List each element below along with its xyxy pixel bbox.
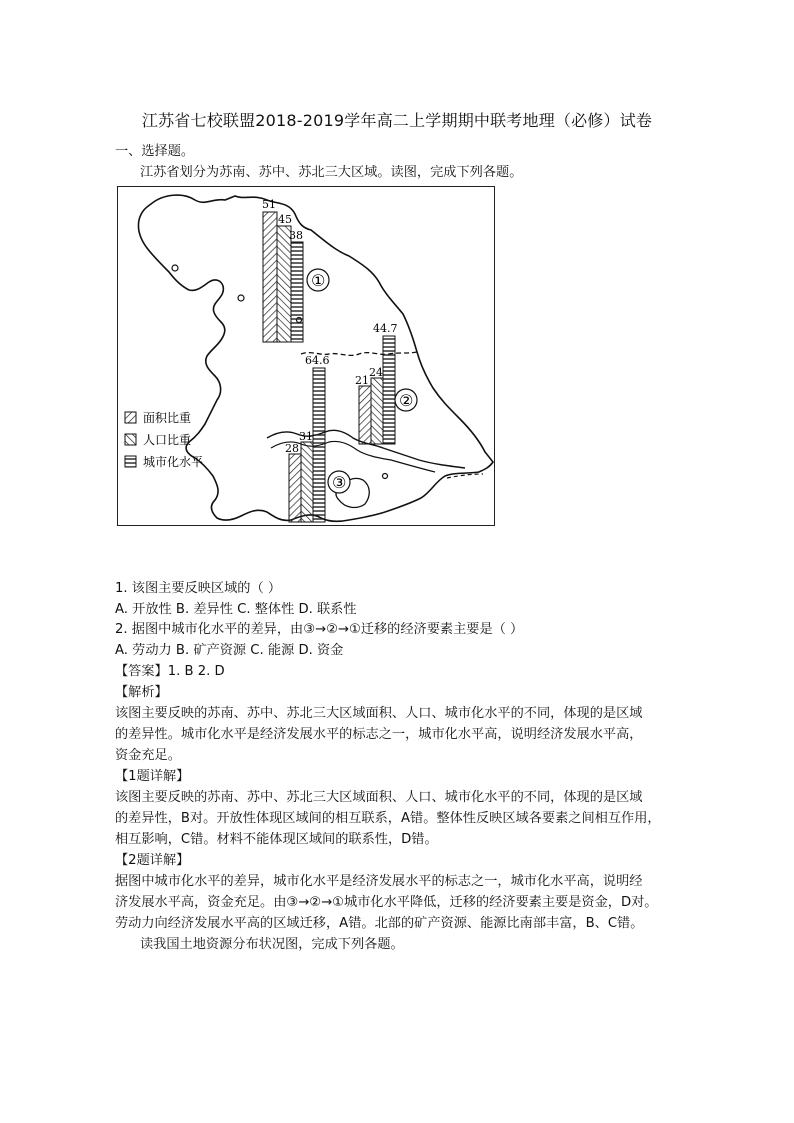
section-heading: 一、选择题。 <box>115 144 195 159</box>
label-r1-area: 51 <box>262 198 276 211</box>
answer-line: 【答案】1. B 2. D <box>115 664 225 679</box>
bar-r3-pop <box>301 442 313 522</box>
label-r3-urban: 64.6 <box>305 354 330 367</box>
analysis-line: 的差异性。城市化水平是经济发展水平的标志之一，城市化水平高，说明经济发展水平高， <box>115 727 643 742</box>
label-r1-urban: 38 <box>289 229 303 242</box>
bar-r1-area <box>263 212 277 342</box>
bar-r2-urban <box>383 336 395 444</box>
analysis-line: 该图主要反映的苏南、苏中、苏北三大区域面积、人口、城市化水平的不同，体现的是区域 <box>115 706 643 721</box>
legend-label-pop: 人口比重 <box>143 433 192 447</box>
legend-swatch-area <box>125 412 136 423</box>
jiangsu-map-figure <box>117 186 495 526</box>
bar-r3-urban <box>313 368 325 522</box>
analysis-line: 资金充足。 <box>115 748 181 763</box>
region-label-1: ① <box>311 271 326 290</box>
detail1-line: 该图主要反映的苏南、苏中、苏北三大区域面积、人口、城市化水平的不同，体现的是区域 <box>115 790 643 805</box>
legend-label-urban: 城市化水平 <box>143 455 204 469</box>
label-r3-pop: 31 <box>299 430 313 443</box>
legend-label-area: 面积比重 <box>143 411 192 425</box>
bar-r2-area <box>359 386 371 444</box>
detail1-heading: 【1题详解】 <box>115 769 190 784</box>
bar-r3-area <box>289 454 301 522</box>
question-1: 1. 该图主要反映区域的（ ） <box>115 581 282 596</box>
detail2-line: 据图中城市化水平的差异，城市化水平是经济发展水平的标志之一，城市化水平高，说明经 <box>115 874 643 889</box>
detail1-line: 的差异性，B对。开放性体现区域间的相互联系，A错。整体性反映区域各要素之间相互作用， <box>115 811 661 826</box>
question-intro: 江苏省划分为苏南、苏中、苏北三大区域。读图，完成下列各题。 <box>140 165 523 180</box>
small-lake <box>383 474 388 479</box>
legend-swatch-urban <box>125 456 136 467</box>
region-label-3: ③ <box>332 473 347 492</box>
small-lake <box>172 265 178 271</box>
detail1-line: 相互影响，C错。材料不能体现区域间的联系性，D错。 <box>115 832 438 847</box>
legend-swatch-pop <box>125 434 136 445</box>
label-r2-area: 21 <box>355 374 369 387</box>
question-2-options: A. 劳动力 B. 矿产资源 C. 能源 D. 资金 <box>115 643 344 658</box>
label-r1-pop: 45 <box>278 213 292 226</box>
next-question-intro: 读我国土地资源分布状况图，完成下列各题。 <box>140 937 404 952</box>
detail2-line: 济发展水平高，资金充足。由③→②→①城市化水平降低，迁移的经济要素主要是资金，D对。 <box>115 895 658 910</box>
analysis-heading: 【解析】 <box>115 685 168 700</box>
bar-r1-pop <box>277 226 291 342</box>
detail2-heading: 【2题详解】 <box>115 853 190 868</box>
label-r2-urban: 44.7 <box>373 322 398 335</box>
label-r3-area: 28 <box>285 442 299 455</box>
bar-r1-urban <box>291 242 303 342</box>
label-r2-pop: 24 <box>369 366 383 379</box>
region-label-2: ② <box>399 391 414 410</box>
question-2: 2. 据图中城市化水平的差异，由③→②→①迁移的经济要素主要是（ ） <box>115 622 524 637</box>
detail2-line: 劳动力向经济发展水平高的区域迁移，A错。北部的矿产资源、能源比南部丰富，B、C错。 <box>115 916 644 931</box>
small-lake <box>238 295 244 301</box>
page-title: 江苏省七校联盟2018-2019学年高二上学期期中联考地理（必修）试卷 <box>141 111 653 130</box>
bar-r2-pop <box>371 378 383 444</box>
question-1-options: A. 开放性 B. 差异性 C. 整体性 D. 联系性 <box>115 602 357 617</box>
